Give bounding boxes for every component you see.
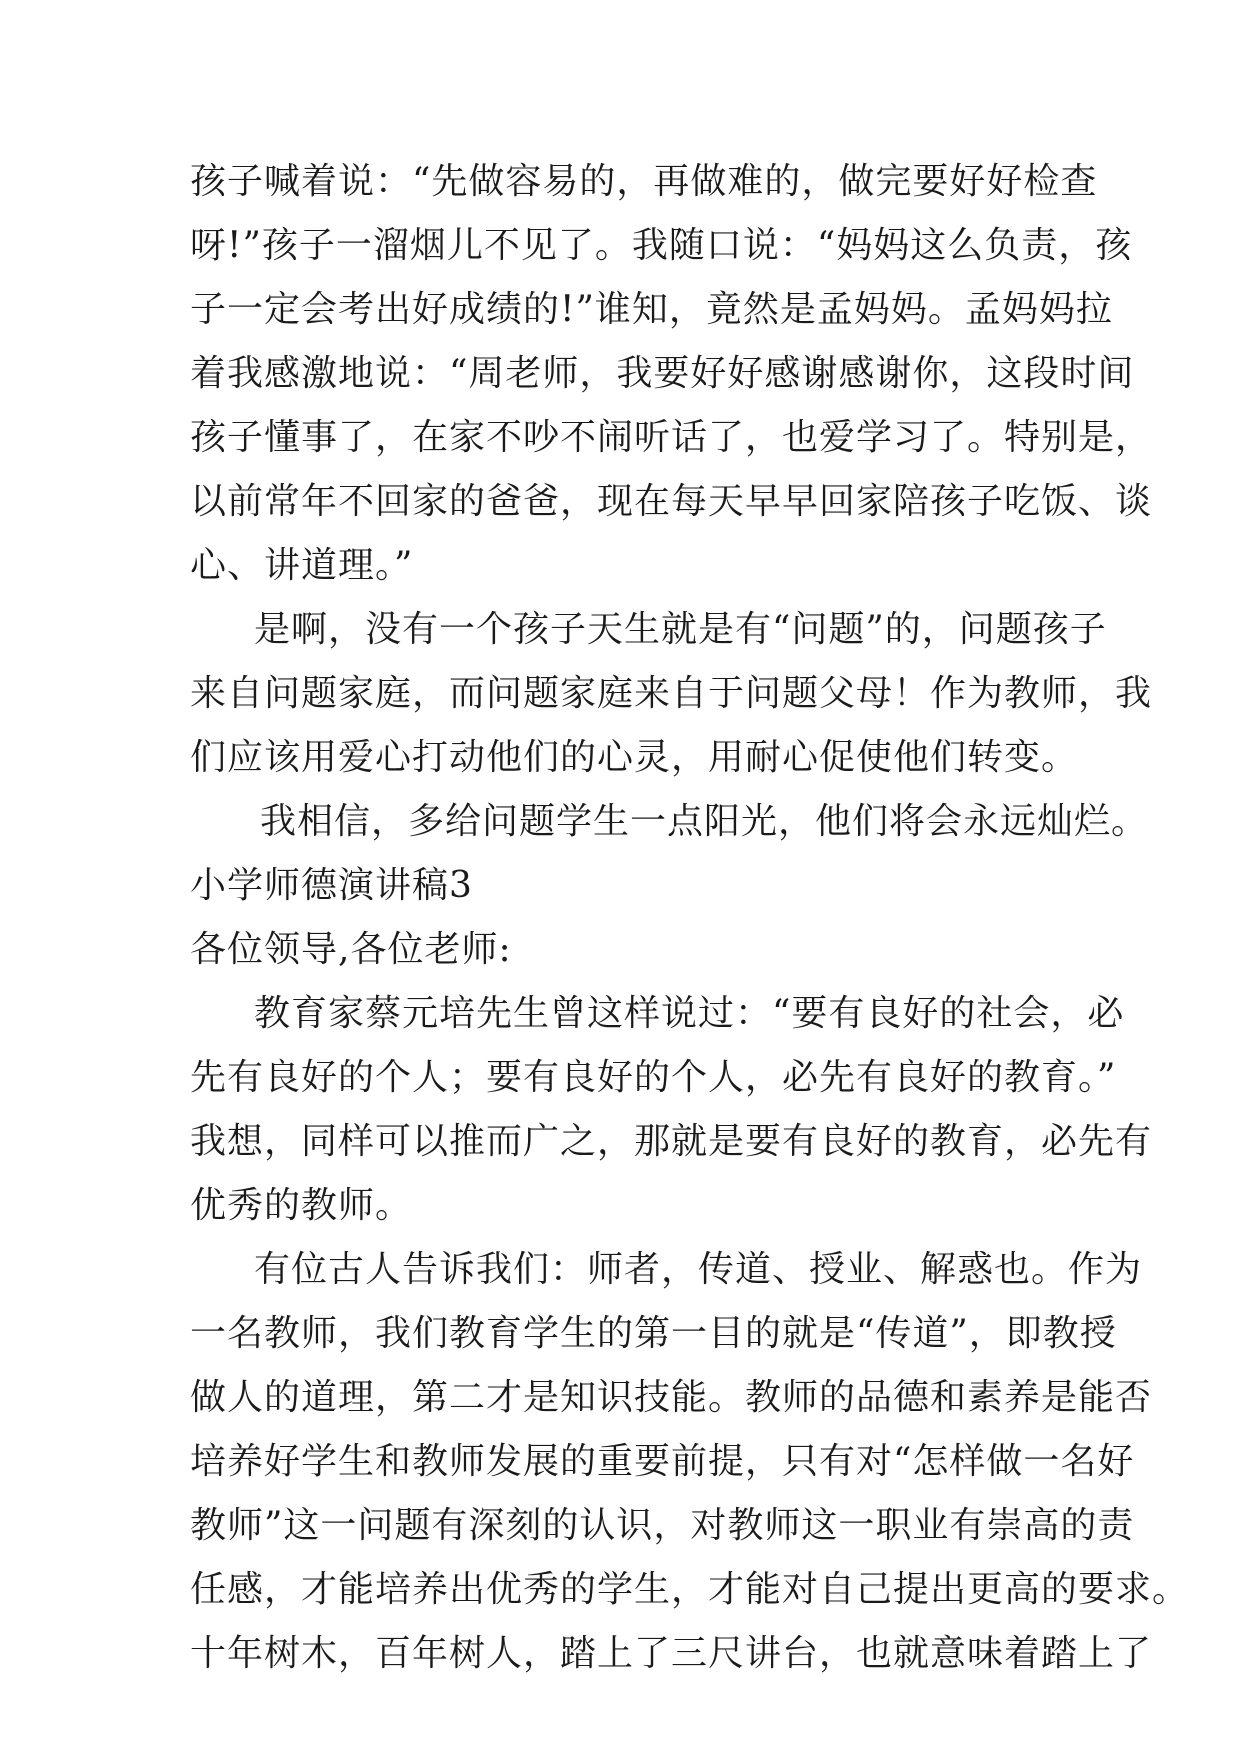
section-title: 小学师德演讲稿3 [190, 865, 473, 906]
text-line: 以前常年不回家的爸爸，现在每天早早回家陪孩子吃饭、谈 [190, 481, 1153, 522]
text-line: 做人的道理，第二才是知识技能。教师的品德和素养是能否 [190, 1377, 1153, 1418]
text-line: 孩子喊着说：“先做容易的，再做难的，做完要好好检查 [190, 161, 1098, 202]
salutation: 各位领导,各位老师: [190, 929, 512, 970]
text-line: 任感，才能培养出优秀的学生，才能对自己提出更高的要求。 [190, 1569, 1190, 1610]
text-line: 来自问题家庭，而问题家庭来自于问题父母！作为教师，我 [190, 673, 1153, 714]
text-line: 优秀的教师。 [190, 1185, 413, 1226]
document-page [190, 150, 1190, 1686]
text-line: 十年树木，百年树人，踏上了三尺讲台，也就意味着踏上了 [190, 1633, 1153, 1674]
paragraph-first-line: 有位古人告诉我们：师者，传道、授业、解惑也。作为 [254, 1249, 1143, 1290]
text-line: 孩子懂事了，在家不吵不闹听话了，也爱学习了。特别是， [190, 417, 1153, 458]
text-line: 呀!”孩子一溜烟儿不见了。我随口说：“妈妈这么负责，孩 [190, 225, 1133, 266]
text-line: 先有良好的个人；要有良好的个人，必先有良好的教育。” [190, 1057, 1117, 1098]
text-line: 我想，同样可以推而广之，那就是要有良好的教育，必先有 [190, 1121, 1153, 1162]
text-line: 培养好学生和教师发展的重要前提，只有对“怎样做一名好 [190, 1441, 1135, 1482]
paragraph-first-line: 教育家蔡元培先生曾这样说过：“要有良好的社会，必 [254, 993, 1125, 1034]
text-line: 教师”这一问题有深刻的认识，对教师这一职业有崇高的责 [190, 1505, 1135, 1546]
text-line: 着我感激地说：“周老师，我要好好感谢感谢你，这段时间 [190, 353, 1135, 394]
paragraph-first-line: 我相信，多给问题学生一点阳光，他们将会永远灿烂。 [260, 801, 1149, 842]
text-line: 们应该用爱心打动他们的心灵，用耐心促使他们转变。 [190, 737, 1079, 778]
paragraph-first-line: 是啊，没有一个孩子天生就是有“问题”的，问题孩子 [254, 609, 1107, 650]
text-line: 一名教师，我们教育学生的第一目的就是“传道”，即教授 [190, 1313, 1117, 1354]
text-line: 心、讲道理。” [190, 545, 414, 586]
text-line: 子一定会考出好成绩的!”谁知，竟然是孟妈妈。孟妈妈拉 [190, 289, 1113, 330]
